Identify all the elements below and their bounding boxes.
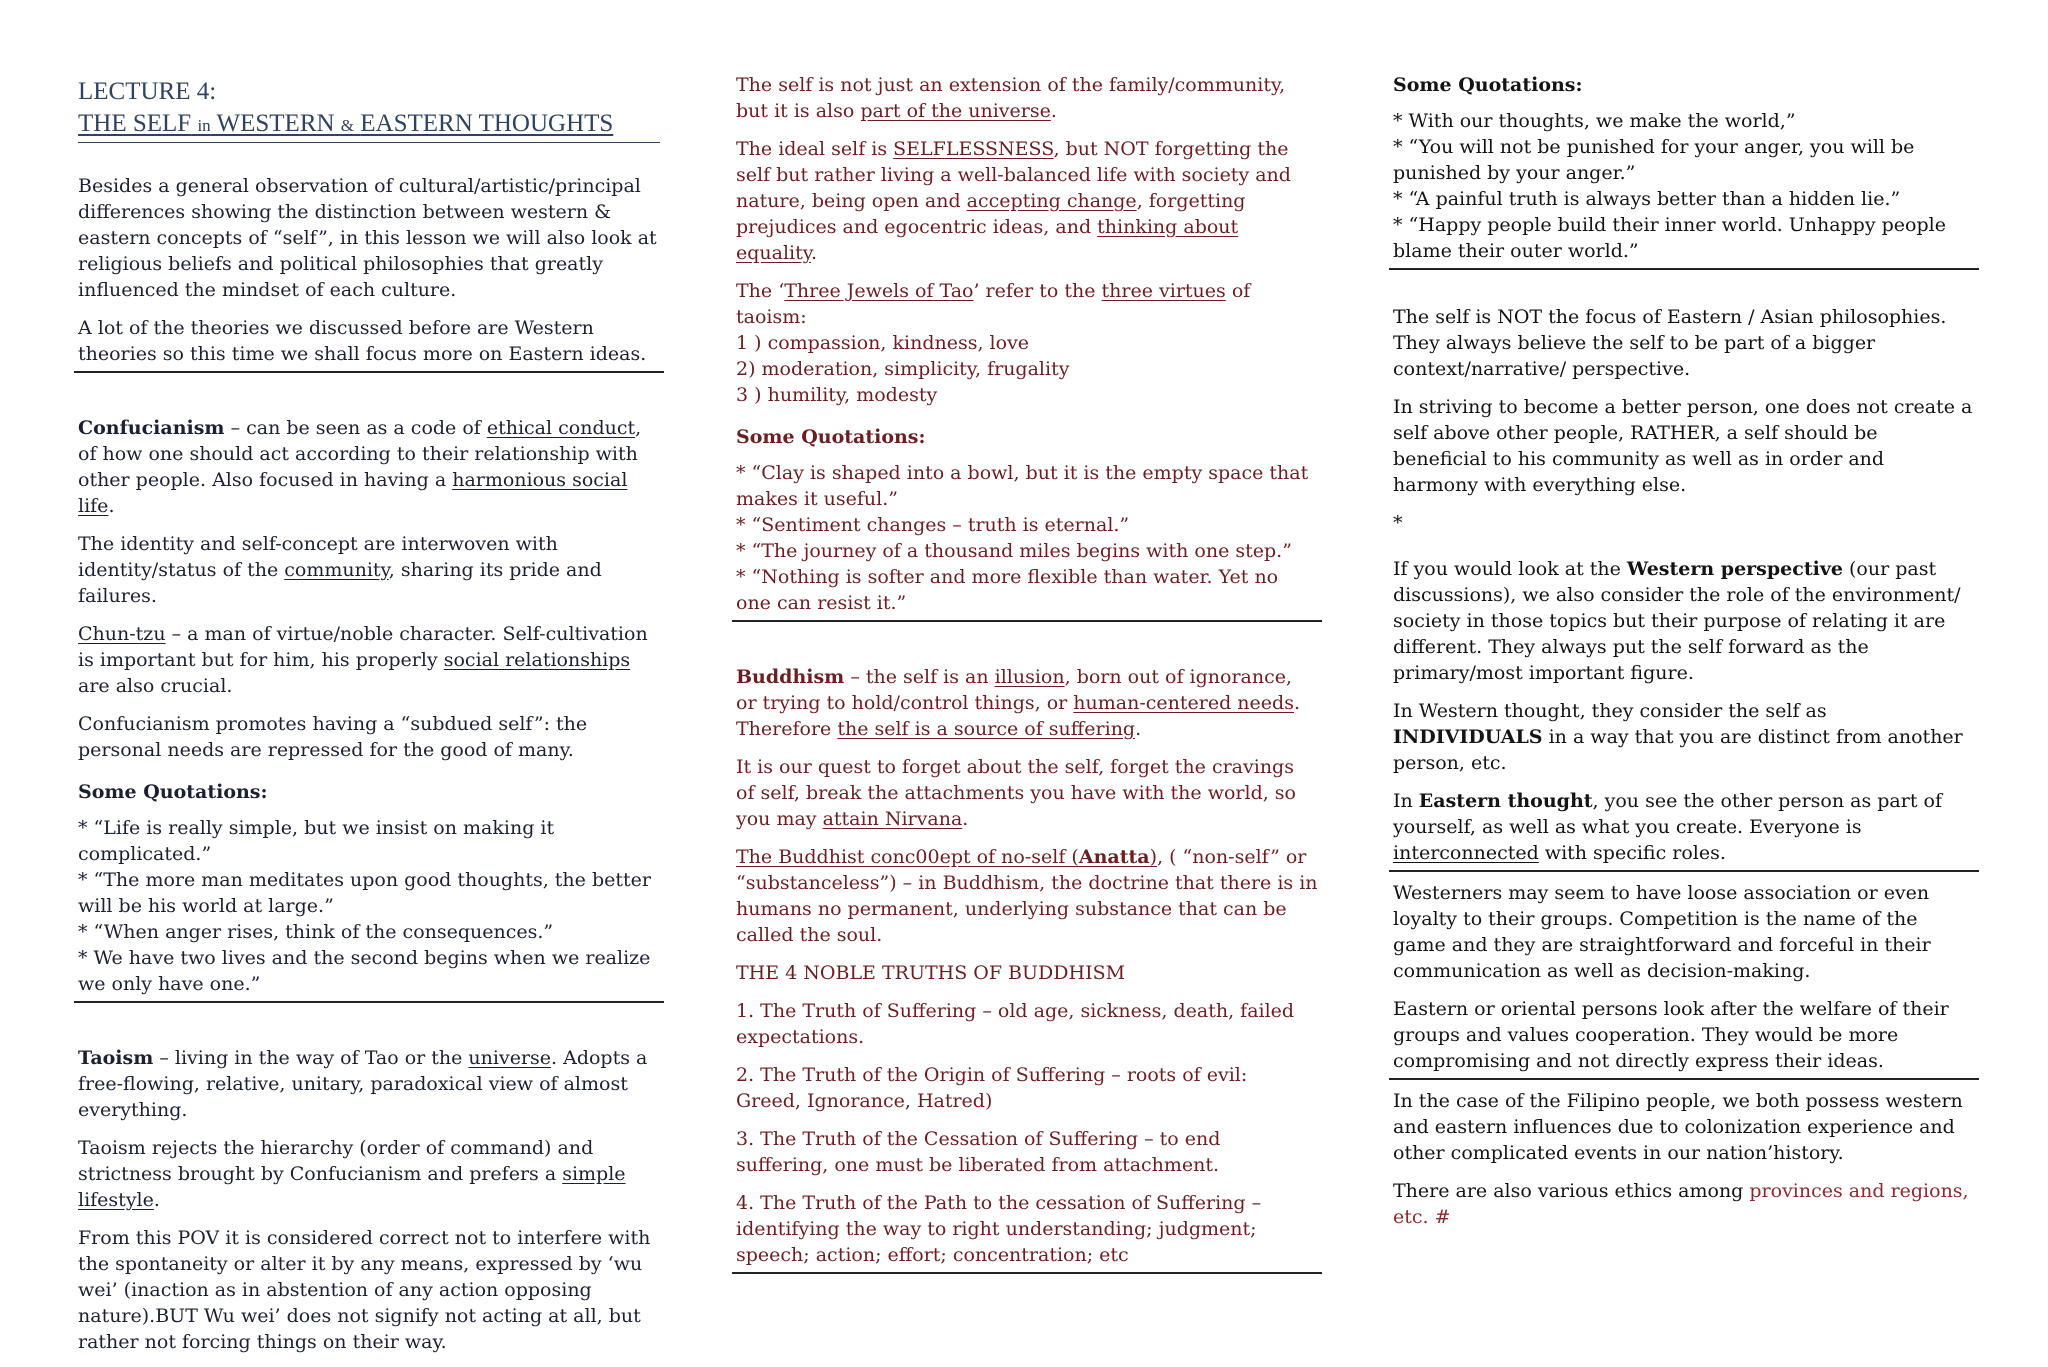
eastern-self-paragraph: The self is NOT the focus of Eastern / Asian philosophies. They always believe the self to be part of a bigger context/narrative/ perspective.: [1393, 306, 1947, 380]
noble-truth-item: 1. The Truth of Suffering – old age, sickness, death, failed expectations.: [736, 1000, 1295, 1048]
intro-paragraph-2: A lot of the theories we discussed before are Western theories so this time we shall focus more on Eastern ideas.: [78, 317, 647, 365]
quote-item: * “The journey of a thousand miles begins with one step.”: [736, 540, 1292, 562]
ethics-paragraph: There are also various ethics among provinces and regions, etc. #: [1393, 1180, 1969, 1228]
buddhism-quotes: [1393, 108, 1975, 264]
confucianism-paragraph-3: Chun-tzu – a man of virtue/noble character. Self-cultivation is important but for him, his properly social relationships are also crucial.: [78, 623, 648, 697]
quote-item: * “Clay is shaped into a bowl, but it is the empty space that makes it useful.”: [736, 462, 1309, 510]
eastern-thought-paragraph: In Eastern thought, you see the other person as part of yourself, as well as what you create. Everyone is interconnected with specific roles.: [1393, 790, 1942, 864]
virtues-list: [736, 330, 1318, 408]
quote-item: * “You will not be punished for your anger, you will be punished by your anger.”: [1393, 136, 1915, 184]
quote-item: * “Life is really simple, but we insist on making it complicated.”: [78, 817, 555, 865]
divider: [74, 371, 664, 373]
buddhism-paragraph-2: It is our quest to forget about the self, forget the cravings of self, break the attachments you have with the world, so you may attain Nirvana.: [736, 756, 1296, 830]
quote-item: * “Sentiment changes – truth is eternal.”: [736, 514, 1130, 536]
column-3: [1393, 72, 1975, 1242]
confucianism-paragraph-1: Confucianism – can be seen as a code of ethical conduct, of how one should act according to their relationship with other people. Also focused in having a harmonious social life.: [78, 417, 642, 517]
noble-truths-heading: THE 4 NOBLE TRUTHS OF BUDDHISM: [736, 962, 1126, 984]
divider: [1389, 268, 1979, 270]
divider: [1389, 870, 1979, 872]
virtue-item: 3 ) humility, modesty: [736, 384, 938, 406]
easterners-paragraph: Eastern or oriental persons look after the welfare of their groups and values cooperation. They would be more compromising and not directly express their ideas.: [1393, 998, 1949, 1072]
column-2: [736, 72, 1318, 1274]
western-perspective-paragraph: If you would look at the Western perspective (our past discussions), we also consider the role of the environment/ society in those topics but their purpose of relating it are different. They always put the self forward as the primary/most important figure.: [1393, 558, 1961, 684]
noble-truth-item: 2. The Truth of the Origin of Suffering – roots of evil: Greed, Ignorance, Hatred): [736, 1064, 1248, 1112]
quote-item: * “When anger rises, think of the consequences.”: [78, 921, 554, 943]
buddhism-quotes-heading: Some Quotations:: [1393, 74, 1583, 96]
taoism-quotes: [736, 460, 1318, 616]
quote-item: * “A painful truth is always better than a hidden lie.”: [1393, 188, 1901, 210]
anatta-paragraph: The Buddhist conc00ept of no-self (Anatta), ( “non-self” or “substanceless”) – in Buddhism, the doctrine that there is in humans no permanent, underlying substance that can be called the soul.: [736, 846, 1318, 946]
virtue-item: 1 ) compassion, kindness, love: [736, 332, 1030, 354]
confucianism-quotes: [78, 815, 660, 997]
divider: [1389, 1078, 1979, 1080]
filipino-paragraph: In the case of the Filipino people, we both possess western and eastern influences due to colonization experience and other complicated events in our nation’history.: [1393, 1090, 1963, 1164]
buddhism-paragraph-1: Buddhism – the self is an illusion, born out of ignorance, or trying to hold/control things, or human-centered needs. Therefore the self is a source of suffering.: [736, 666, 1300, 740]
taoism-paragraph-3: From this POV it is considered correct not to interfere with the spontaneity or alter it by any means, expressed by ‘wu wei’ (inaction as in abstention of any action opposing nature).BUT Wu wei’ does not signify not acting at all, but rather not forcing things on their way.: [78, 1227, 651, 1353]
noble-truth-item: 4. The Truth of the Path to the cessation of Suffering – identifying the way to right understanding; judgment; speech; action; effort; concentration; etc: [736, 1192, 1262, 1266]
noble-truth-item: 3. The Truth of the Cessation of Suffering – to end suffering, one must be liberated from attachment.: [736, 1128, 1221, 1176]
taoism-self-paragraph: The self is not just an extension of the family/community, but it is also part of the universe.: [736, 74, 1286, 122]
column-1: [78, 72, 660, 1367]
quote-item: * With our thoughts, we make the world,”: [1393, 110, 1796, 132]
taoism-quotes-heading: Some Quotations:: [736, 426, 926, 448]
intro-paragraph-1: Besides a general observation of cultural/artistic/principal differences showing the distinction between western & eastern concepts of “self”, in this lesson we will also look at religious beliefs and political philosophies that greatly influenced the mindset of each culture.: [78, 175, 657, 301]
divider: [732, 620, 1322, 622]
quote-item: * “The more man meditates upon good thoughts, the better will be his world at large.”: [78, 869, 651, 917]
quote-item: * “Nothing is softer and more flexible than water. Yet no one can resist it.”: [736, 566, 1279, 614]
taoism-paragraph-1: Taoism – living in the way of Tao or the universe. Adopts a free-flowing, relative, unitary, paradoxical view of almost everything.: [78, 1047, 648, 1121]
three-jewels-paragraph: The ‘Three Jewels of Tao’ refer to the three virtues of taoism:: [736, 280, 1251, 328]
confucianism-quotes-heading: Some Quotations:: [78, 781, 268, 803]
asterisk-line: *: [1393, 512, 1403, 534]
confucianism-paragraph-4: Confucianism promotes having a “subdued self”: the personal needs are repressed for the good of many.: [78, 713, 588, 761]
western-thought-paragraph: In Western thought, they consider the self as INDIVIDUALS in a way that you are distinct from another person, etc.: [1393, 700, 1963, 774]
title-line-1: LECTURE 4:: [78, 78, 217, 105]
confucianism-paragraph-2: The identity and self-concept are interwoven with identity/status of the community, sharing its pride and failures.: [78, 533, 602, 607]
taoism-paragraph-2: Taoism rejects the hierarchy (order of command) and strictness brought by Confucianism and prefers a simple lifestyle.: [78, 1137, 626, 1211]
quote-item: * “Happy people build their inner world. Unhappy people blame their outer world.”: [1393, 214, 1946, 262]
virtue-item: 2) moderation, simplicity, frugality: [736, 358, 1070, 380]
divider: [732, 1272, 1322, 1274]
striving-paragraph: In striving to become a better person, one does not create a self above other people, RATHER, a self should be beneficial to his community as well as in order and harmony with everything else.: [1393, 396, 1973, 496]
divider: [74, 1001, 664, 1003]
quote-item: * We have two lives and the second begins when we realize we only have one.”: [78, 947, 651, 995]
title-line-2: THE SELF in WESTERN & EASTERN THOUGHTS: [78, 108, 660, 143]
lecture-title: [78, 76, 660, 143]
westerners-paragraph: Westerners may seem to have loose association or even loyalty to their groups. Competition is the name of the game and they are straightforward and forceful in their communication as well as decision-making.: [1393, 882, 1931, 982]
ideal-self-paragraph: The ideal self is SELFLESSNESS, but NOT forgetting the self but rather living a well-balanced life with society and nature, being open and accepting change, forgetting prejudices and egocentric ideas, and thinking about equality.: [736, 138, 1291, 264]
